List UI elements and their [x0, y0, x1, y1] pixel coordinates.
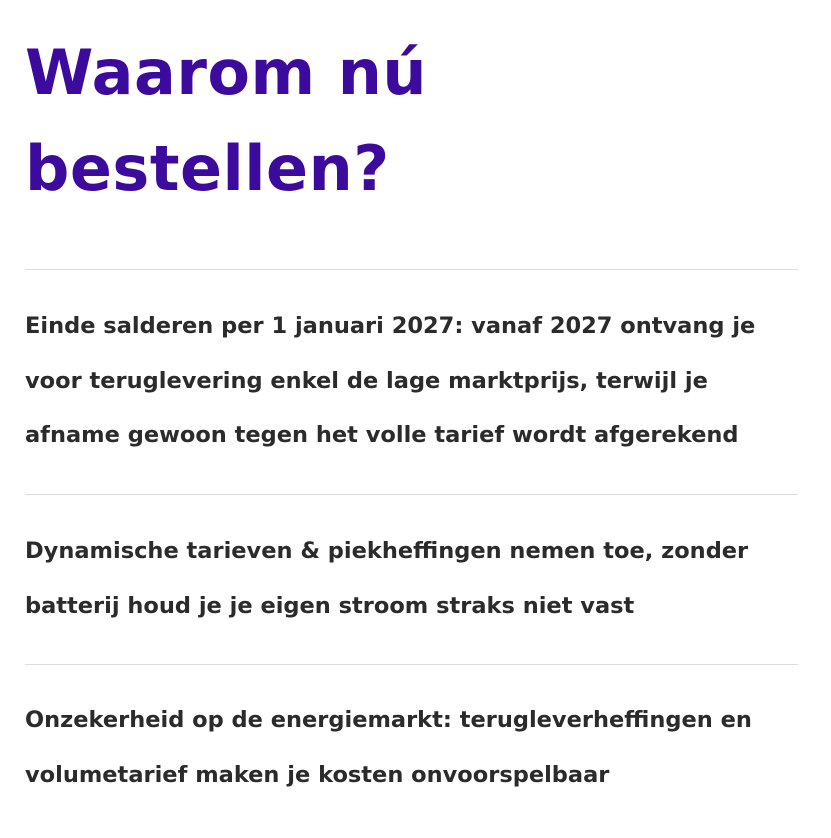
reason-item-market-uncertainty: Onzekerheid op de energiemarkt: terugleverheffingen en volumetarief maken je kosten onvoorspelbaar	[25, 707, 752, 788]
divider	[25, 269, 798, 270]
reason-item-dynamic-tariffs: Dynamische tarieven & piekheffingen nemen toe, zonder batterij houd je je eigen stroom straks niet vast	[25, 538, 749, 619]
divider	[25, 664, 798, 665]
section-heading: Waarom nú bestellen?	[25, 36, 427, 205]
reason-item-salderen: Einde salderen per 1 januari 2027: vanaf 2027 ontvang je voor teruglevering enkel de lage marktprijs, terwijl je afname gewoon tegen het volle tarief wordt afgerekend	[25, 313, 756, 448]
divider	[25, 494, 798, 495]
